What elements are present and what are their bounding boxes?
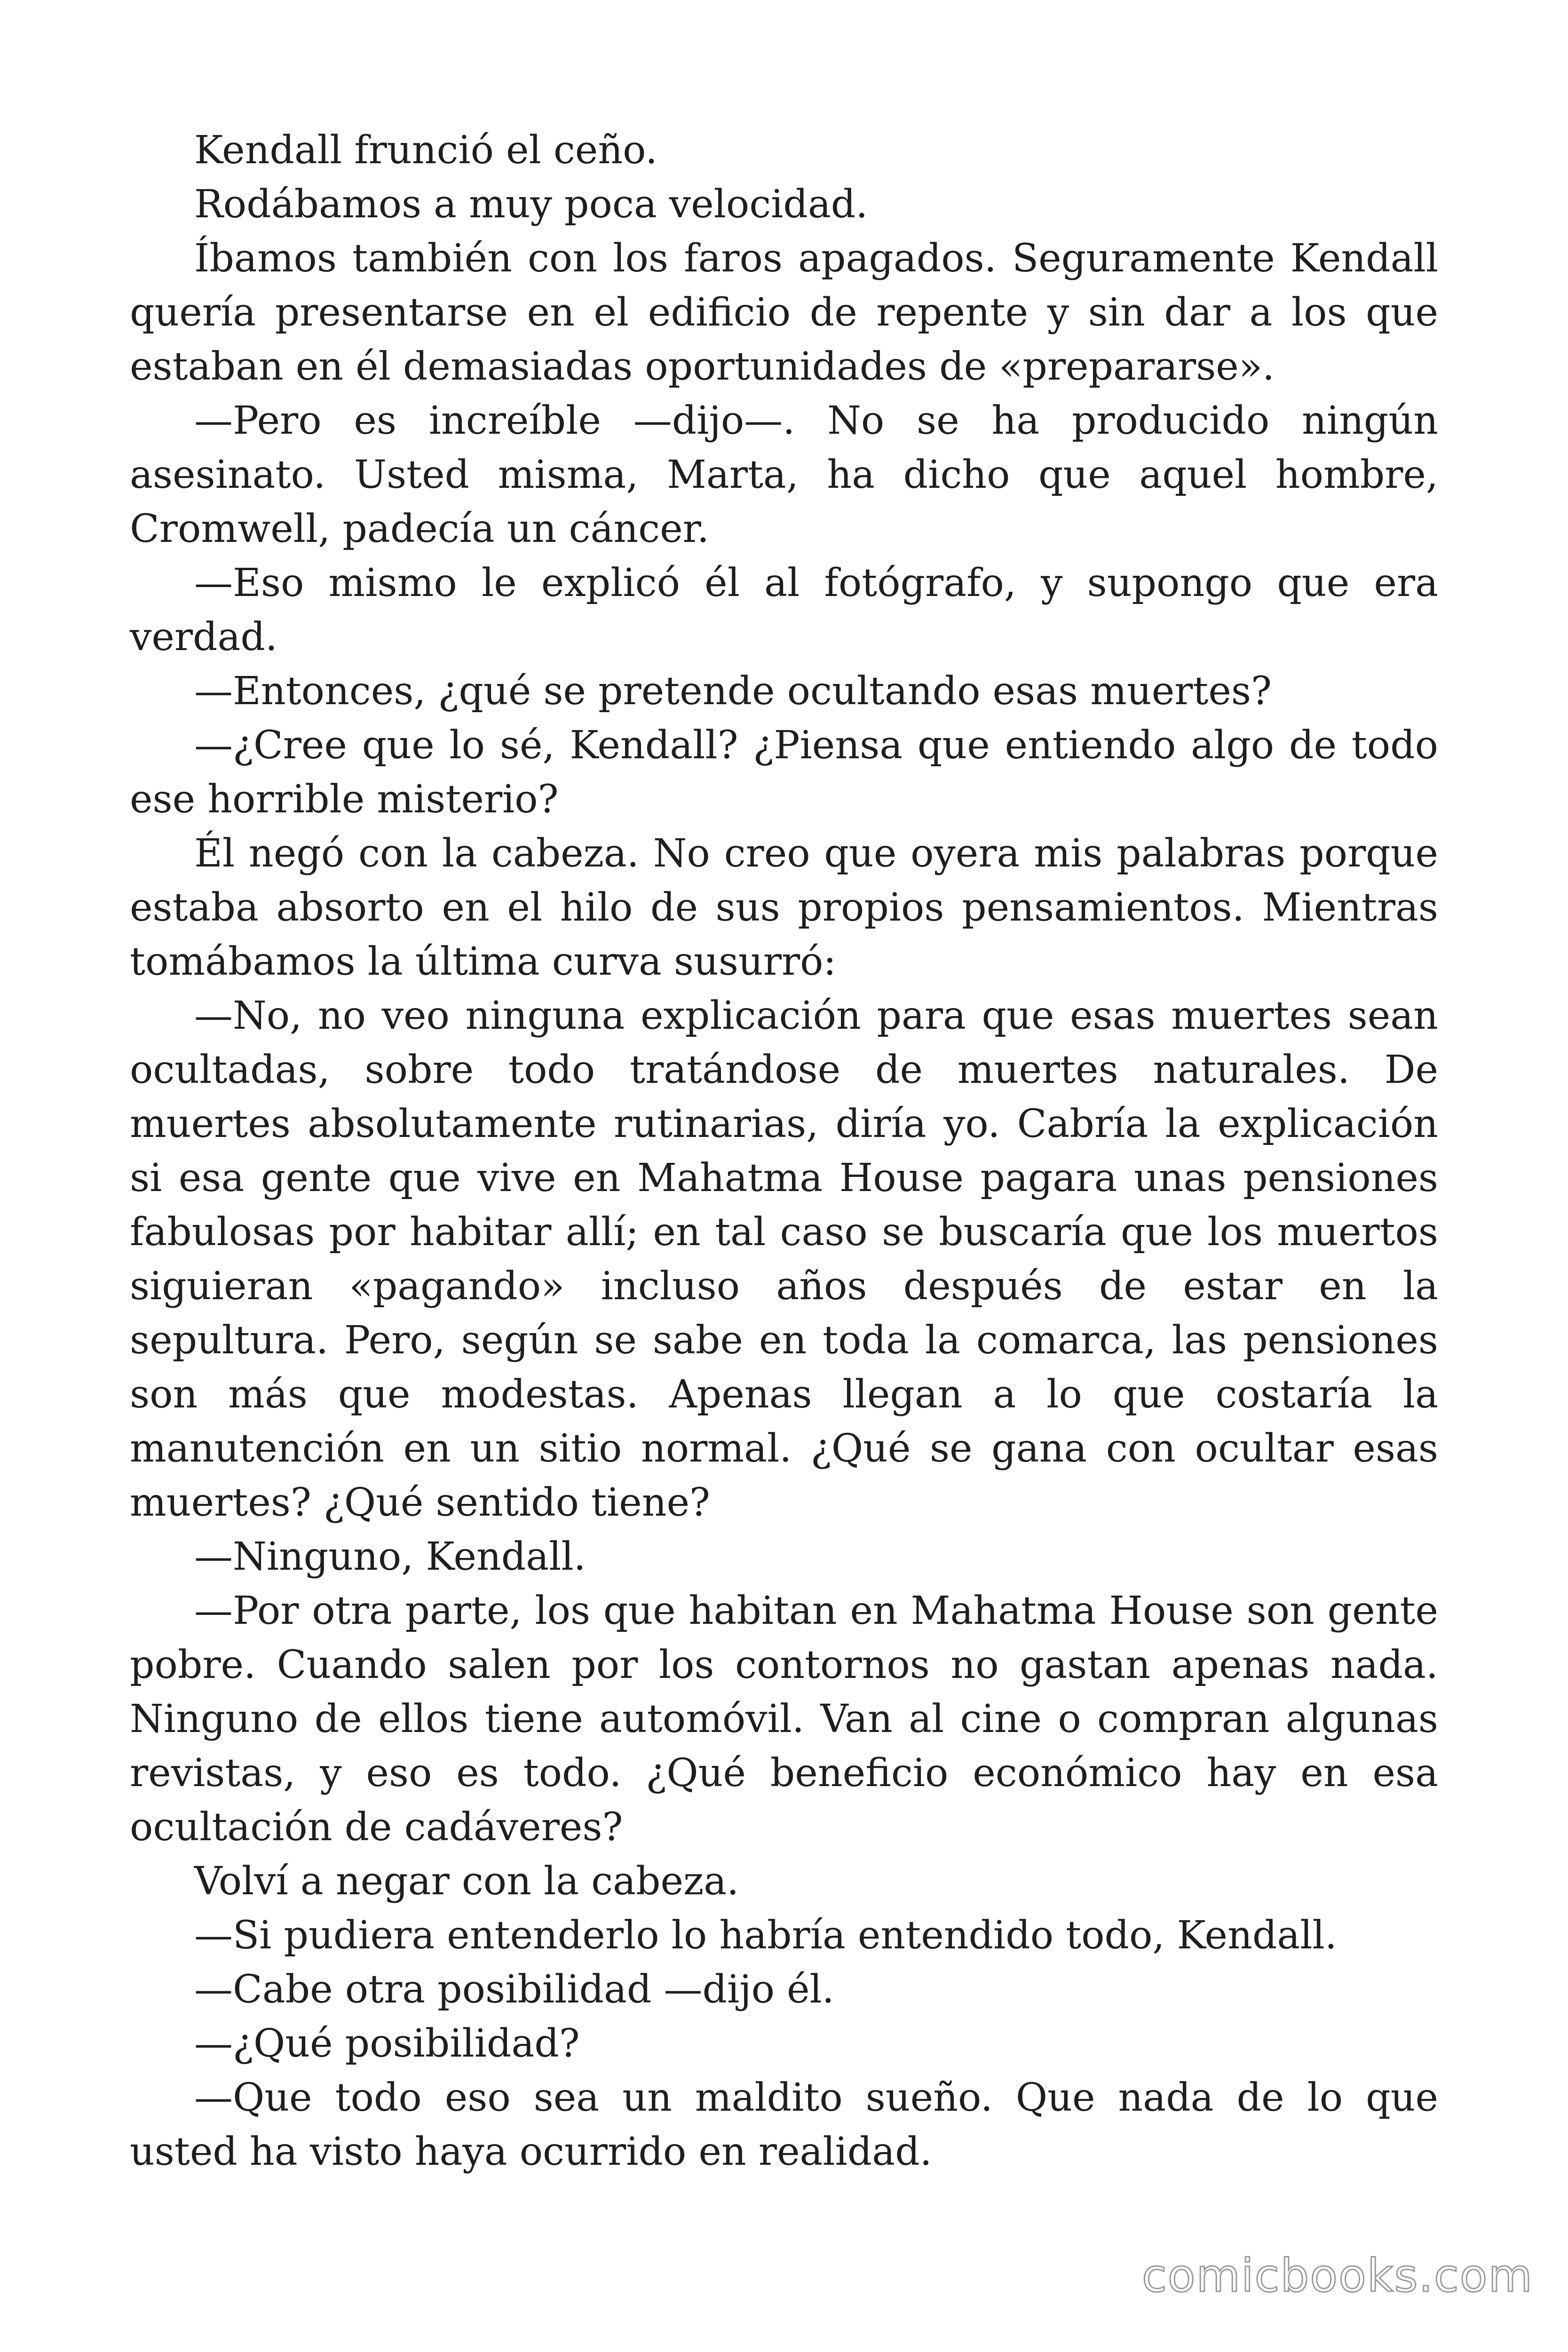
paragraph-9: —No, no veo ninguna explicación para que esas muertes sean ocultadas, sobre todo tratándose de muertes naturales. De muertes absolutamente rutinarias, diría yo. Cabría la explicación si esa gente que vive en Mahatma House pagara unas pensiones fabulosas por habitar allí; en tal caso se buscaría que los muertos siguieran «pagando» incluso años después de estar en la sepultura. Pero, según se sabe en toda la comarca, las pensiones son más que modestas. Apenas llegan a lo que costaría la manutención en un sitio normal. ¿Qué se gana con ocultar esas muertes? ¿Qué sentido tiene?	[130, 993, 1438, 1525]
paragraph-4: —Pero es increíble —dijo—. No se ha producido ningún asesinato. Usted misma, Marta, ha dicho que aquel hombre, Cromwell, padecía un cáncer.	[130, 398, 1438, 551]
paragraph-15: —¿Qué posibilidad?	[194, 2021, 580, 2066]
paragraph-16: —Que todo eso sea un maldito sueño. Que nada de lo que usted ha visto haya ocurrido en realidad.	[130, 2075, 1438, 2174]
paragraph-6: —Entonces, ¿qué se pretende ocultando esas muertes?	[194, 669, 1272, 714]
paragraph-11: —Por otra parte, los que habitan en Mahatma House son gente pobre. Cuando salen por los contornos no gastan apenas nada. Ninguno de ellos tiene automóvil. Van al cine o compran algunas revistas, y eso es todo. ¿Qué beneficio económico hay en esa ocultación de cadáveres?	[130, 1589, 1438, 1850]
paragraph-2: Rodábamos a muy poca velocidad.	[194, 182, 868, 227]
paragraph-3: Íbamos también con los faros apagados. Seguramente Kendall quería presentarse en el edificio de repente y sin dar a los que estaban en él demasiadas oportunidades de «prepararse».	[130, 236, 1438, 389]
paragraph-13: —Si pudiera entenderlo lo habría entendido todo, Kendall.	[194, 1913, 1337, 1958]
paragraph-12: Volví a negar con la cabeza.	[194, 1859, 739, 1904]
watermark: comicbooks.com	[1141, 2249, 1533, 2302]
paragraph-7: —¿Cree que lo sé, Kendall? ¿Piensa que entiendo algo de todo ese horrible misterio?	[130, 723, 1438, 822]
book-page-text	[130, 123, 1438, 2179]
paragraph-8: Él negó con la cabeza. No creo que oyera mis palabras porque estaba absorto en el hilo de sus propios pensamientos. Mientras tomábamos la última curva susurró:	[130, 831, 1438, 984]
paragraph-14: —Cabe otra posibilidad —dijo él.	[194, 1967, 834, 2012]
paragraph-1: Kendall frunció el ceño.	[194, 128, 658, 173]
paragraph-10: —Ninguno, Kendall.	[194, 1534, 586, 1579]
paragraph-5: —Eso mismo le explicó él al fotógrafo, y supongo que era verdad.	[130, 561, 1438, 660]
